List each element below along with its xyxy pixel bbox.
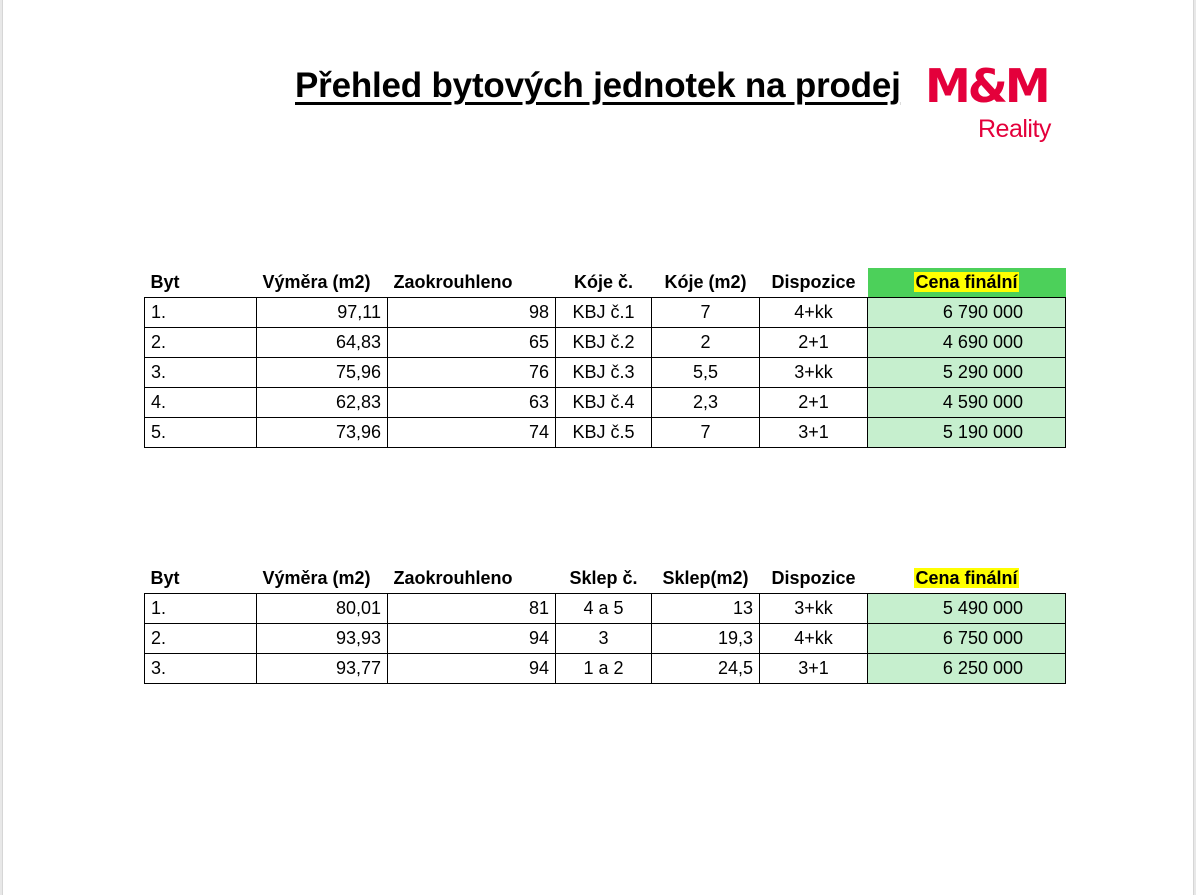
cell-vymera: 93,93 (257, 624, 388, 654)
cell-cislo: KBJ č.3 (556, 358, 652, 388)
col-header-byt: Byt (150, 272, 180, 292)
cell-plocha: 19,3 (652, 624, 760, 654)
table-row (145, 594, 1066, 624)
cell-plocha: 13 (652, 594, 760, 624)
cell-dispozice: 3+kk (760, 594, 868, 624)
cell-vymera: 97,11 (257, 298, 388, 328)
mm-reality-logo (925, 59, 1067, 150)
cell-vymera: 73,96 (257, 418, 388, 448)
col-header-sklep-m2: Sklep(m2) (662, 568, 749, 588)
col-header-cena (868, 268, 1066, 298)
cell-byt: 3. (145, 358, 257, 388)
cell-vymera: 75,96 (257, 358, 388, 388)
cell-cislo: KBJ č.2 (556, 328, 652, 358)
cell-vymera: 62,83 (257, 388, 388, 418)
col-header-dispozice: Dispozice (771, 272, 856, 292)
col-header-dispozice: Dispozice (771, 568, 856, 588)
cell-cislo: 4 a 5 (556, 594, 652, 624)
cell-cena: 5 290 000 (868, 358, 1066, 388)
cell-plocha: 2,3 (652, 388, 760, 418)
cell-cena: 6 790 000 (868, 298, 1066, 328)
cell-byt: 5. (145, 418, 257, 448)
table-row (145, 358, 1066, 388)
cell-cena: 6 250 000 (868, 654, 1066, 684)
cell-cislo: KBJ č.1 (556, 298, 652, 328)
col-header-zaokrouhleno: Zaokrouhleno (393, 272, 513, 292)
cell-vymera: 93,77 (257, 654, 388, 684)
kbj-units-table (144, 268, 1066, 448)
cell-cislo: 3 (556, 624, 652, 654)
cell-cislo: 1 a 2 (556, 654, 652, 684)
cell-zaokrouhleno: 94 (388, 654, 556, 684)
page-title: Přehled bytových jednotek na prodej (295, 66, 901, 105)
table-header-row (145, 564, 1066, 594)
cell-dispozice: 2+1 (760, 328, 868, 358)
table-row (145, 418, 1066, 448)
cell-byt: 3. (145, 654, 257, 684)
cell-cena: 4 690 000 (868, 328, 1066, 358)
col-header-koje-c: Kóje č. (573, 272, 634, 292)
cell-plocha: 24,5 (652, 654, 760, 684)
cell-cena: 6 750 000 (868, 624, 1066, 654)
cell-zaokrouhleno: 74 (388, 418, 556, 448)
cell-dispozice: 3+1 (760, 418, 868, 448)
logo-subtitle: Reality (978, 115, 1051, 143)
cell-cena: 4 590 000 (868, 388, 1066, 418)
cell-zaokrouhleno: 81 (388, 594, 556, 624)
cell-cislo: KBJ č.4 (556, 388, 652, 418)
col-header-zaokrouhleno: Zaokrouhleno (393, 568, 513, 588)
document-page (2, 0, 1194, 895)
cell-dispozice: 3+1 (760, 654, 868, 684)
cell-dispozice: 2+1 (760, 388, 868, 418)
col-header-byt: Byt (150, 568, 180, 588)
cell-vymera: 80,01 (257, 594, 388, 624)
cell-plocha: 2 (652, 328, 760, 358)
col-header-vymera: Výměra (m2) (262, 272, 371, 292)
cell-zaokrouhleno: 98 (388, 298, 556, 328)
table-row (145, 624, 1066, 654)
cena-label: Cena finální (915, 568, 1018, 588)
col-header-vymera: Výměra (m2) (262, 568, 371, 588)
table-row (145, 654, 1066, 684)
table-header-row (145, 268, 1066, 298)
logo-mark: M&M (925, 59, 1048, 113)
cell-byt: 4. (145, 388, 257, 418)
cell-zaokrouhleno: 94 (388, 624, 556, 654)
cell-byt: 2. (145, 328, 257, 358)
table-row (145, 388, 1066, 418)
cell-cena: 5 490 000 (868, 594, 1066, 624)
col-header-sklep-c: Sklep č. (569, 568, 638, 588)
cell-dispozice: 4+kk (760, 298, 868, 328)
cell-zaokrouhleno: 63 (388, 388, 556, 418)
cell-byt: 2. (145, 624, 257, 654)
table-row (145, 298, 1066, 328)
cell-byt: 1. (145, 594, 257, 624)
cell-zaokrouhleno: 76 (388, 358, 556, 388)
cell-zaokrouhleno: 65 (388, 328, 556, 358)
col-header-cena (868, 564, 1066, 594)
cell-vymera: 64,83 (257, 328, 388, 358)
cell-plocha: 7 (652, 418, 760, 448)
cell-plocha: 5,5 (652, 358, 760, 388)
cell-plocha: 7 (652, 298, 760, 328)
table-row (145, 328, 1066, 358)
cell-byt: 1. (145, 298, 257, 328)
cena-label: Cena finální (915, 272, 1018, 292)
cell-cena: 5 190 000 (868, 418, 1066, 448)
cell-cislo: KBJ č.5 (556, 418, 652, 448)
sklep-units-table (144, 564, 1066, 684)
cell-dispozice: 3+kk (760, 358, 868, 388)
cell-dispozice: 4+kk (760, 624, 868, 654)
col-header-koje-m2: Kóje (m2) (664, 272, 747, 292)
